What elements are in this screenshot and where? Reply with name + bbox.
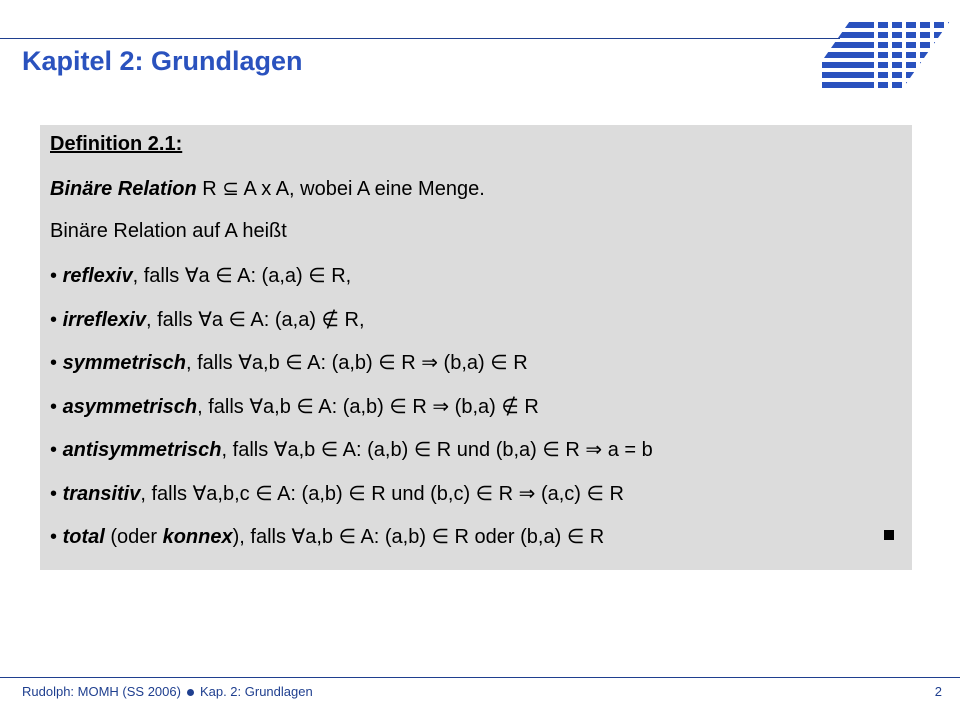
list-item-symmetrisch: [50, 350, 528, 375]
term-binary-relation: Binäre Relation: [50, 178, 197, 200]
bullet: •: [50, 483, 63, 505]
bullet: •: [50, 526, 63, 548]
list-item-irreflexiv: [50, 307, 365, 332]
condition: , falls ∀a,b ∈ A: (a,b) ∈ R und (b,a) ∈ R ⇒ a = b: [221, 439, 653, 461]
bullet: •: [50, 309, 63, 331]
term: reflexiv: [62, 265, 133, 287]
university-logo: [822, 18, 960, 98]
list-item-transitiv: [50, 481, 624, 506]
term: irreflexiv: [62, 309, 146, 331]
list-item-total: [50, 524, 604, 549]
bullet: •: [50, 439, 63, 461]
qed-square-icon: [884, 530, 894, 540]
term: total: [62, 526, 105, 548]
definition-heading: Definition 2.1:: [50, 133, 183, 155]
connector-text: (oder: [104, 526, 163, 548]
condition: , falls ∀a,b,c ∈ A: (a,b) ∈ R und (b,c) ∈ R ⇒ (a,c) ∈ R: [140, 483, 624, 505]
term: transitiv: [62, 483, 141, 505]
footer-author: Rudolph: MOMH (SS 2006): [22, 684, 181, 699]
term: symmetrisch: [62, 352, 186, 374]
list-item-antisymmetrisch: [50, 437, 653, 462]
condition: , falls ∀a,b ∈ A: (a,b) ∈ R ⇒ (b,a) ∉ R: [197, 396, 539, 418]
footer-chapter: Kap. 2: Grundlagen: [199, 684, 313, 699]
condition: ), falls ∀a,b ∈ A: (a,b) ∈ R oder (b,a) ∈ R: [232, 526, 605, 548]
condition: , falls ∀a ∈ A: (a,a) ∈ R,: [132, 265, 352, 287]
footer-divider: [0, 677, 960, 678]
bullet: •: [50, 265, 63, 287]
bullet-dot-icon: [187, 689, 194, 696]
list-item-reflexiv: [50, 263, 351, 288]
slide-title: Kapitel 2: Grundlagen: [22, 46, 303, 76]
definition-line-intro: Binäre Relation auf A heißt: [50, 220, 287, 242]
term-alt: konnex: [162, 526, 233, 548]
term: antisymmetrisch: [62, 439, 222, 461]
list-item-asymmetrisch: [50, 394, 539, 419]
condition: , falls ∀a,b ∈ A: (a,b) ∈ R ⇒ (b,a) ∈ R: [185, 352, 528, 374]
bullet: •: [50, 352, 63, 374]
term: asymmetrisch: [62, 396, 198, 418]
page-number: 2: [934, 684, 942, 699]
bullet: •: [50, 396, 63, 418]
header-divider: [0, 38, 840, 39]
definition-line-binary-relation: [50, 176, 485, 201]
definition-text: R ⊆ A x A, wobei A eine Menge.: [196, 178, 485, 200]
footer: [22, 684, 313, 699]
condition: , falls ∀a ∈ A: (a,a) ∉ R,: [145, 309, 365, 331]
